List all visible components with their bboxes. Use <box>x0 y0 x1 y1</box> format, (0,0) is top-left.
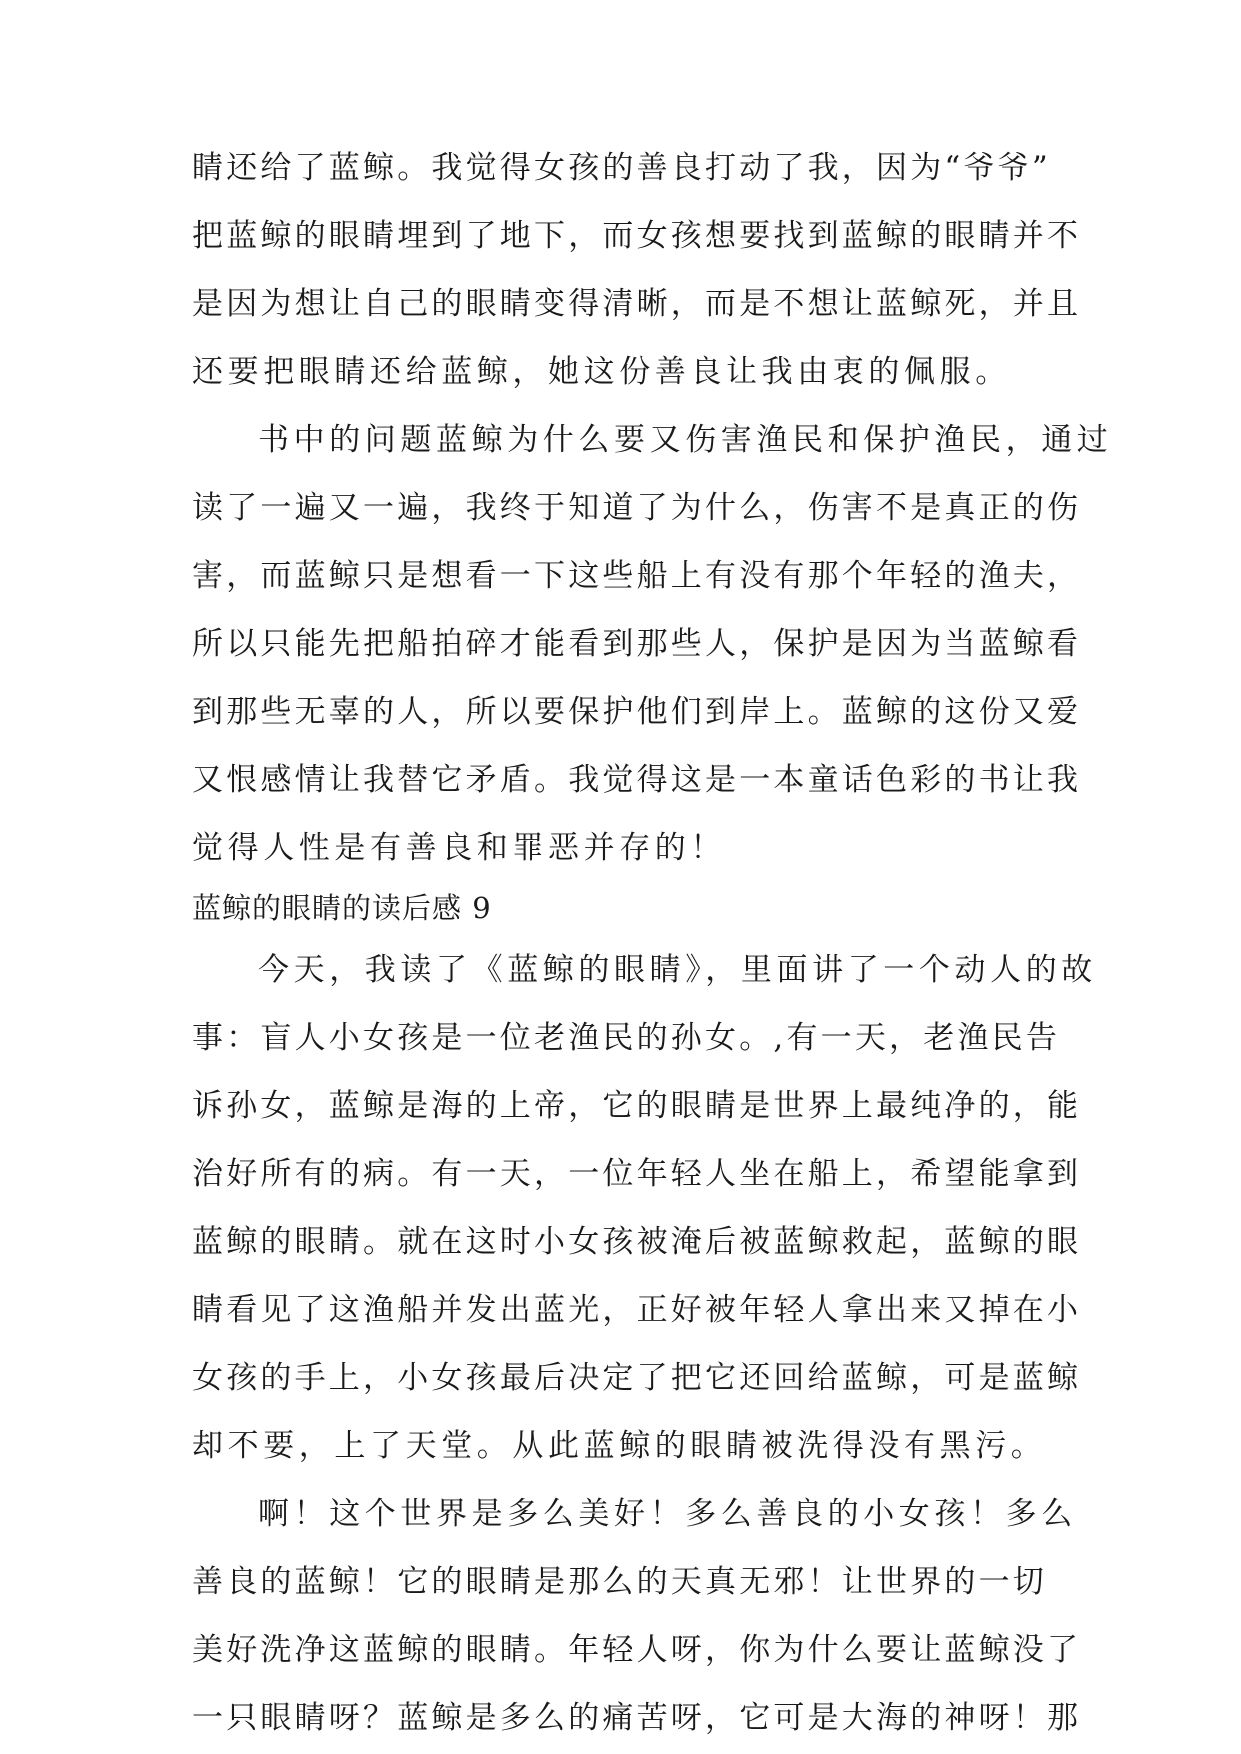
text-line: 女孩的手上，小女孩最后决定了把它还回给蓝鲸，可是蓝鲸 <box>192 1360 1082 1396</box>
text-line: 睛还给了蓝鲸。我觉得女孩的善良打动了我，因为“爷爷” <box>192 150 1051 186</box>
text-line: 害，而蓝鲸只是想看一下这些船上有没有那个年轻的渔夫， <box>192 558 1082 594</box>
text-line: 却不要，上了天堂。从此蓝鲸的眼睛被洗得没有黑污。 <box>192 1428 1047 1464</box>
text-line: 读了一遍又一遍，我终于知道了为什么，伤害不是真正的伤 <box>192 490 1082 526</box>
text-line: 事：盲人小女孩是一位老渔民的孙女。,有一天，老渔民告 <box>192 1020 1061 1056</box>
text-line: 睛看见了这渔船并发出蓝光，正好被年轻人拿出来又掉在小 <box>192 1292 1082 1328</box>
text-line: 美好洗净这蓝鲸的眼睛。年轻人呀，你为什么要让蓝鲸没了 <box>192 1632 1082 1668</box>
text-line: 到那些无辜的人，所以要保护他们到岸上。蓝鲸的这份又爱 <box>192 694 1082 730</box>
text-line: 还要把眼睛还给蓝鲸，她这份善良让我由衷的佩服。 <box>192 354 1011 390</box>
text-line: 所以只能先把船拍碎才能看到那些人，保护是因为当蓝鲸看 <box>192 626 1082 662</box>
section-heading: 蓝鲸的眼睛的读后感 9 <box>192 891 492 925</box>
text-line: 诉孙女，蓝鲸是海的上帝，它的眼睛是世界上最纯净的，能 <box>192 1088 1082 1124</box>
text-line: 把蓝鲸的眼睛埋到了地下，而女孩想要找到蓝鲸的眼睛并不 <box>192 218 1082 254</box>
paragraph-first-line: 今天，我读了《蓝鲸的眼睛》，里面讲了一个动人的故 <box>258 952 1097 988</box>
text-line: 治好所有的病。有一天，一位年轻人坐在船上，希望能拿到 <box>192 1156 1082 1192</box>
text-line: 觉得人性是有善良和罪恶并存的！ <box>192 830 726 866</box>
text-line: 是因为想让自己的眼睛变得清晰，而是不想让蓝鲸死，并且 <box>192 286 1082 322</box>
text-line: 善良的蓝鲸！它的眼睛是那么的天真无邪！让世界的一切 <box>192 1564 1047 1600</box>
text-line: 又恨感情让我替它矛盾。我觉得这是一本童话色彩的书让我 <box>192 762 1082 798</box>
paragraph-first-line: 啊！这个世界是多么美好！多么善良的小女孩！多么 <box>258 1496 1077 1532</box>
paragraph-first-line: 书中的问题蓝鲸为什么要又伤害渔民和保护渔民，通过 <box>258 422 1113 458</box>
text-line: 一只眼睛呀？蓝鲸是多么的痛苦呀，它可是大海的神呀！那 <box>192 1700 1082 1736</box>
text-line: 蓝鲸的眼睛。就在这时小女孩被淹后被蓝鲸救起，蓝鲸的眼 <box>192 1224 1082 1260</box>
